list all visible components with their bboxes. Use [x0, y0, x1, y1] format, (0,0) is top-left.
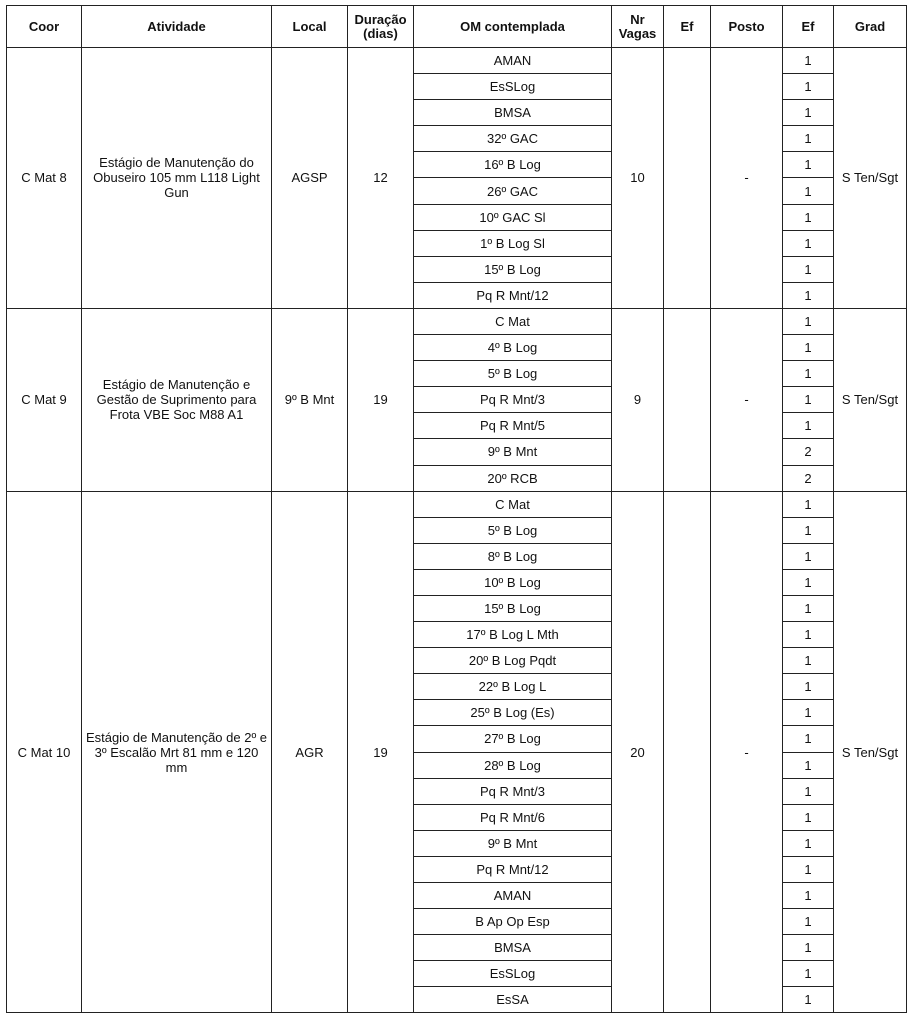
om-cell: Pq R Mnt/12	[414, 282, 612, 308]
local-cell: AGR	[272, 491, 348, 1013]
om-cell: 22º B Log L	[414, 674, 612, 700]
om-cell: 28º B Log	[414, 752, 612, 778]
ef-cell: 1	[783, 648, 834, 674]
table-row	[7, 491, 907, 517]
ef-cell: 1	[783, 622, 834, 648]
ef-cell: 1	[783, 778, 834, 804]
om-cell: 10º GAC Sl	[414, 204, 612, 230]
om-cell: Pq R Mnt/5	[414, 413, 612, 439]
grad-cell: S Ten/Sgt	[834, 308, 907, 491]
ef-cell: 1	[783, 282, 834, 308]
header-posto: Posto	[711, 6, 783, 48]
ef-cell: 1	[783, 804, 834, 830]
header-duracao: Duração (dias)	[348, 6, 414, 48]
ef-cell: 1	[783, 387, 834, 413]
local-cell: AGSP	[272, 48, 348, 309]
ef-cell: 1	[783, 100, 834, 126]
om-cell: BMSA	[414, 935, 612, 961]
local-cell: 9º B Mnt	[272, 308, 348, 491]
om-cell: AMAN	[414, 883, 612, 909]
ef-cell: 1	[783, 48, 834, 74]
om-cell: 15º B Log	[414, 256, 612, 282]
ef-cell: 1	[783, 856, 834, 882]
ef-cell: 1	[783, 204, 834, 230]
table-row	[7, 308, 907, 334]
ef-cell: 1	[783, 74, 834, 100]
coor-cell: C Mat 9	[7, 308, 82, 491]
ef-cell: 2	[783, 465, 834, 491]
ef-cell: 1	[783, 543, 834, 569]
om-cell: 9º B Mnt	[414, 439, 612, 465]
ef-cell: 1	[783, 700, 834, 726]
coor-cell: C Mat 10	[7, 491, 82, 1013]
grad-cell: S Ten/Sgt	[834, 491, 907, 1013]
ef-cell: 1	[783, 830, 834, 856]
grad-cell: S Ten/Sgt	[834, 48, 907, 309]
om-cell: Pq R Mnt/3	[414, 778, 612, 804]
om-cell: EsSLog	[414, 961, 612, 987]
om-cell: 25º B Log (Es)	[414, 700, 612, 726]
om-cell: 20º B Log Pqdt	[414, 648, 612, 674]
ef-cell: 1	[783, 569, 834, 595]
om-cell: B Ap Op Esp	[414, 909, 612, 935]
table-row	[7, 48, 907, 74]
vacancies-table	[6, 5, 907, 1013]
posto-cell: -	[711, 48, 783, 309]
header-coor: Coor	[7, 6, 82, 48]
om-cell: 5º B Log	[414, 361, 612, 387]
ef-cell: 1	[783, 152, 834, 178]
ef-posto-cell	[664, 48, 711, 309]
header-atividade: Atividade	[82, 6, 272, 48]
om-cell: C Mat	[414, 491, 612, 517]
om-cell: AMAN	[414, 48, 612, 74]
om-cell: 10º B Log	[414, 569, 612, 595]
ef-cell: 1	[783, 335, 834, 361]
om-cell: 8º B Log	[414, 543, 612, 569]
ef-cell: 1	[783, 178, 834, 204]
header-row	[7, 6, 907, 48]
header-ef-1: Ef	[664, 6, 711, 48]
vacancies-cell: 10	[612, 48, 664, 309]
ef-cell: 1	[783, 308, 834, 334]
ef-cell: 1	[783, 413, 834, 439]
om-cell: 32º GAC	[414, 126, 612, 152]
ef-cell: 1	[783, 674, 834, 700]
ef-cell: 1	[783, 726, 834, 752]
om-cell: 16º B Log	[414, 152, 612, 178]
om-cell: EsSA	[414, 987, 612, 1013]
om-cell: 9º B Mnt	[414, 830, 612, 856]
om-cell: 1º B Log Sl	[414, 230, 612, 256]
ef-cell: 1	[783, 883, 834, 909]
ef-cell: 1	[783, 491, 834, 517]
vacancies-cell: 20	[612, 491, 664, 1013]
ef-cell: 1	[783, 987, 834, 1013]
header-grad: Grad	[834, 6, 907, 48]
activity-cell: Estágio de Manutenção do Obuseiro 105 mm L118 Light Gun	[82, 48, 272, 309]
duration-cell: 19	[348, 491, 414, 1013]
om-cell: EsSLog	[414, 74, 612, 100]
activity-cell: Estágio de Manutenção de 2º e 3º Escalão Mrt 81 mm e 120 mm	[82, 491, 272, 1013]
ef-cell: 2	[783, 439, 834, 465]
header-local: Local	[272, 6, 348, 48]
ef-posto-cell	[664, 308, 711, 491]
om-cell: C Mat	[414, 308, 612, 334]
posto-cell: -	[711, 491, 783, 1013]
vacancies-cell: 9	[612, 308, 664, 491]
header-vagas: Nr Vagas	[612, 6, 664, 48]
ef-cell: 1	[783, 256, 834, 282]
ef-cell: 1	[783, 909, 834, 935]
ef-posto-cell	[664, 491, 711, 1013]
posto-cell: -	[711, 308, 783, 491]
om-cell: Pq R Mnt/3	[414, 387, 612, 413]
om-cell: 15º B Log	[414, 595, 612, 621]
table-body	[7, 48, 907, 1013]
om-cell: 26º GAC	[414, 178, 612, 204]
om-cell: 17º B Log L Mth	[414, 622, 612, 648]
duration-cell: 12	[348, 48, 414, 309]
om-cell: 27º B Log	[414, 726, 612, 752]
ef-cell: 1	[783, 752, 834, 778]
om-cell: 20º RCB	[414, 465, 612, 491]
ef-cell: 1	[783, 517, 834, 543]
om-cell: Pq R Mnt/6	[414, 804, 612, 830]
ef-cell: 1	[783, 595, 834, 621]
header-om: OM contemplada	[414, 6, 612, 48]
ef-cell: 1	[783, 230, 834, 256]
coor-cell: C Mat 8	[7, 48, 82, 309]
duration-cell: 19	[348, 308, 414, 491]
ef-cell: 1	[783, 961, 834, 987]
ef-cell: 1	[783, 361, 834, 387]
ef-cell: 1	[783, 126, 834, 152]
om-cell: BMSA	[414, 100, 612, 126]
activity-cell: Estágio de Manutenção e Gestão de Suprimento para Frota VBE Soc M88 A1	[82, 308, 272, 491]
om-cell: 4º B Log	[414, 335, 612, 361]
om-cell: Pq R Mnt/12	[414, 856, 612, 882]
header-ef-2: Ef	[783, 6, 834, 48]
ef-cell: 1	[783, 935, 834, 961]
om-cell: 5º B Log	[414, 517, 612, 543]
